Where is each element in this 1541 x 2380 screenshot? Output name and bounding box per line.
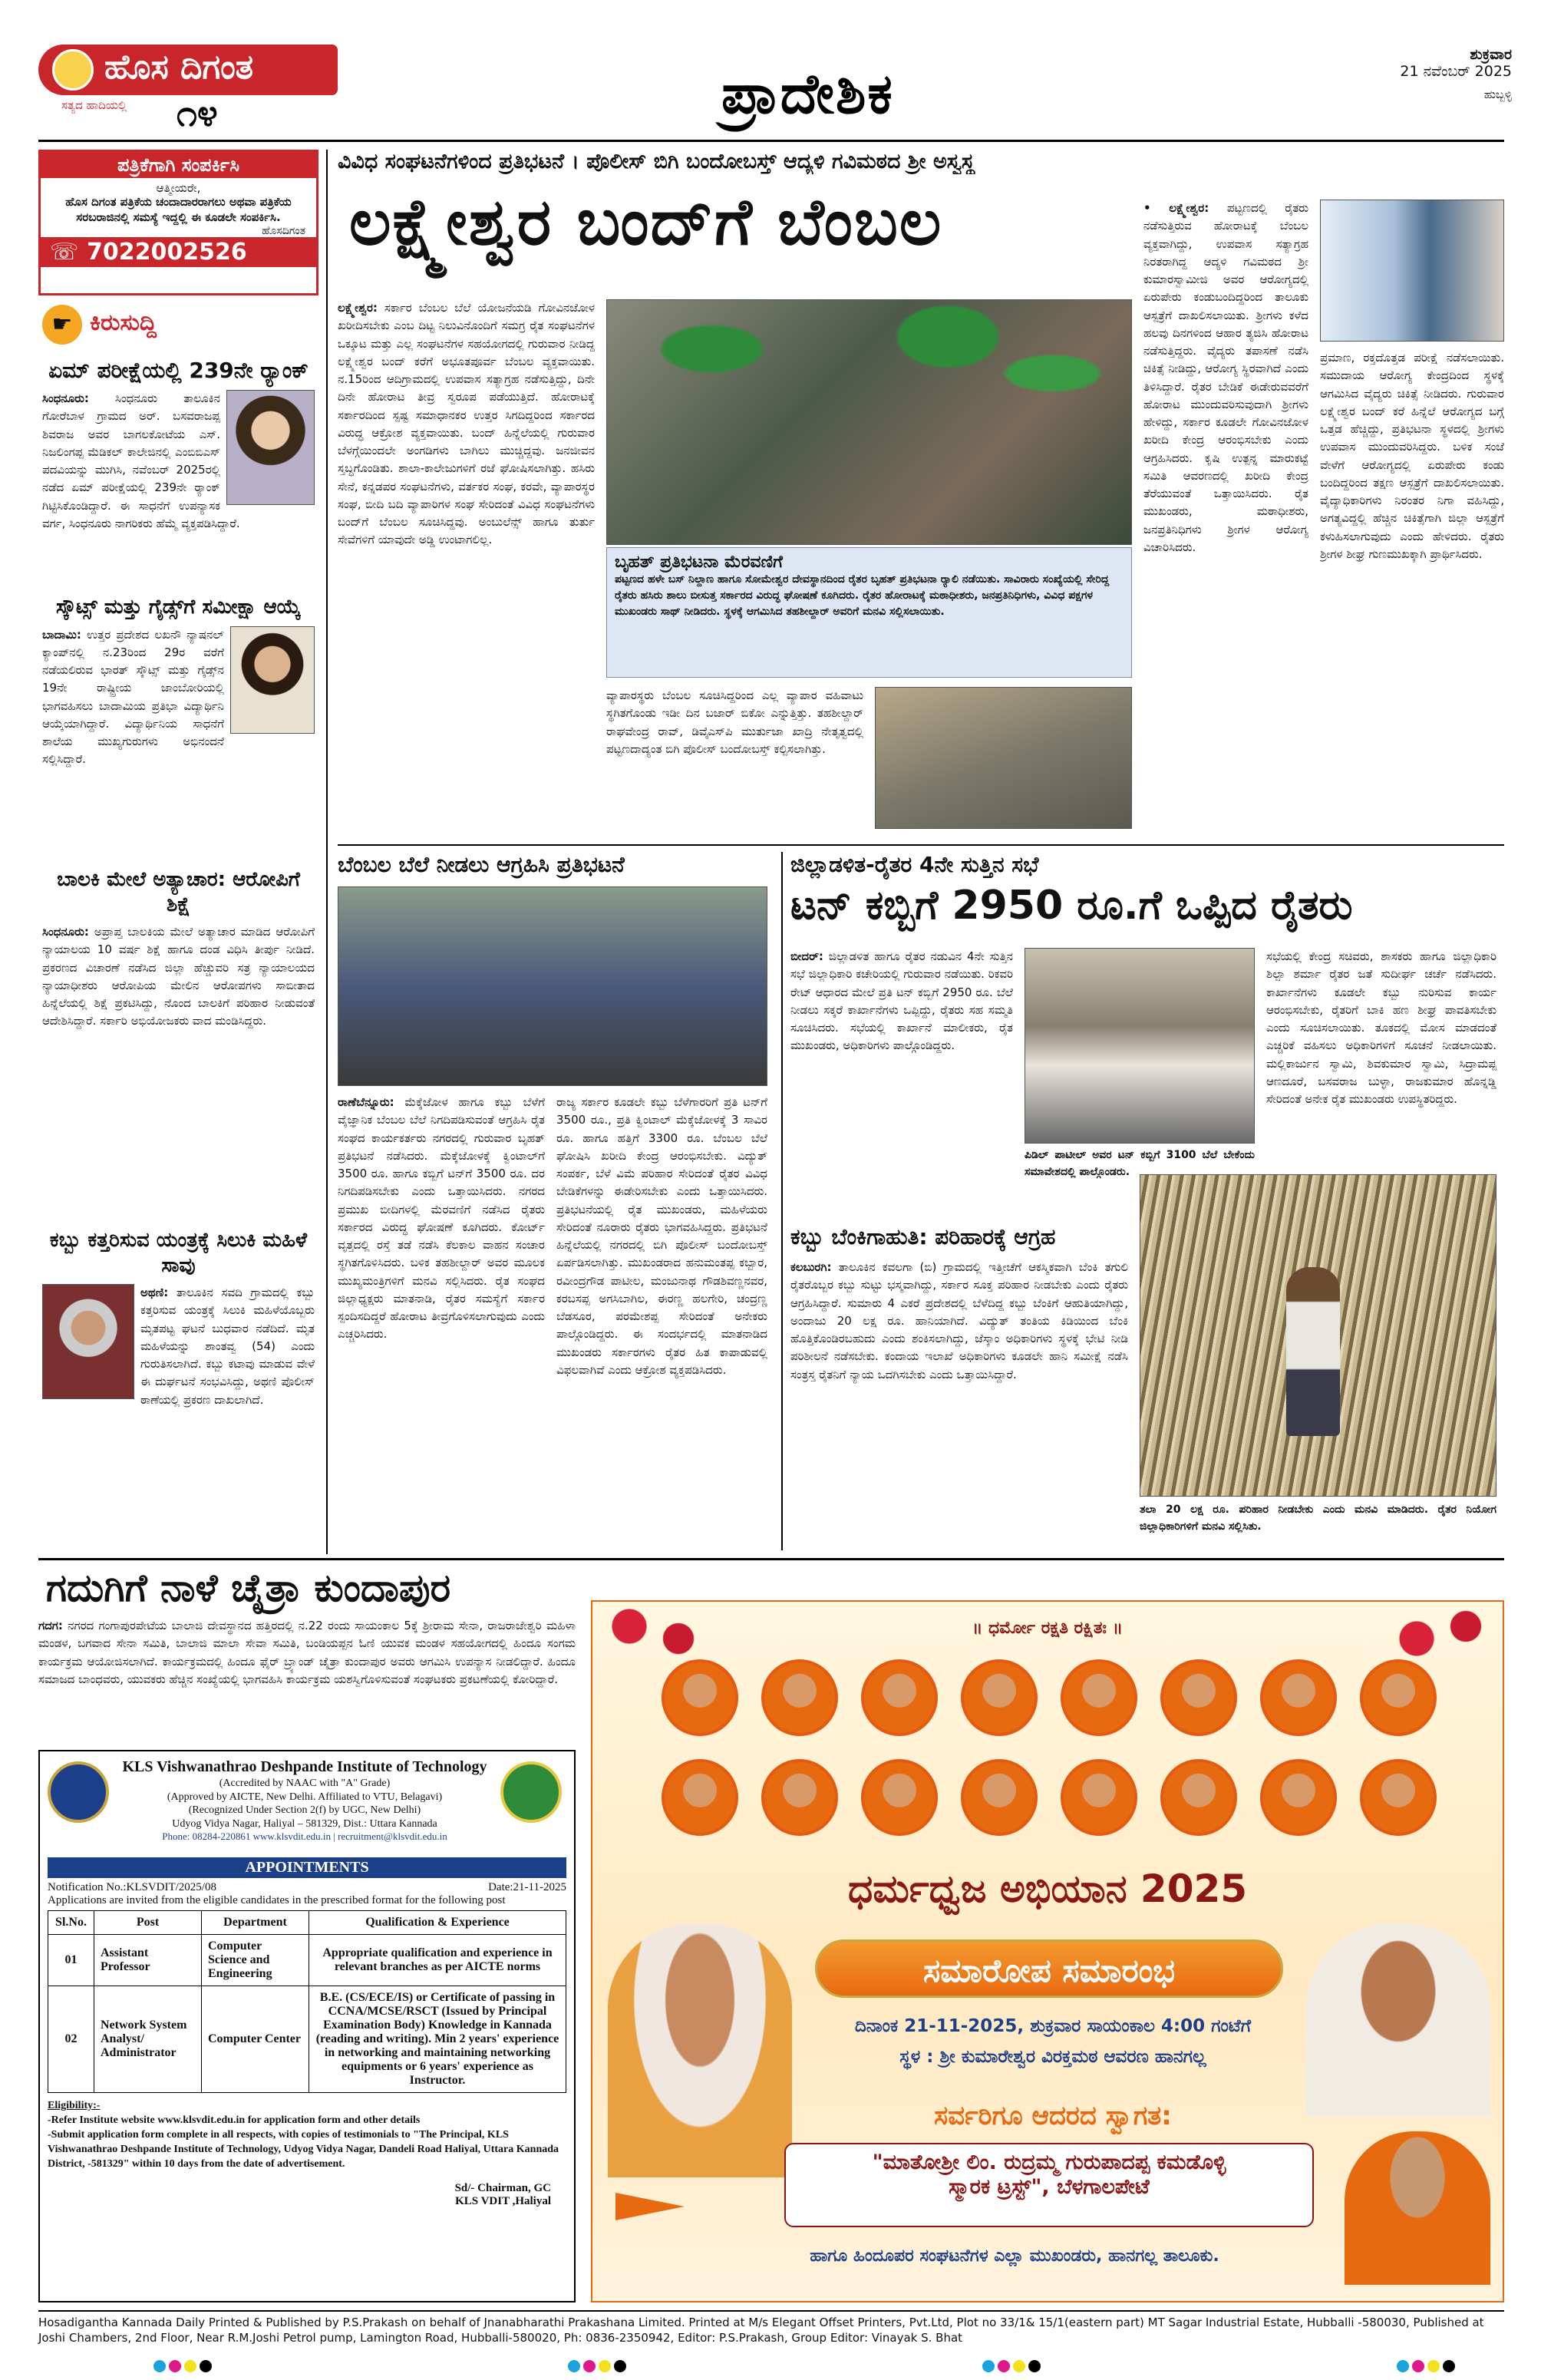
swamiji-portrait xyxy=(662,1759,738,1836)
kls-th-slno: Sl.No. xyxy=(48,1911,94,1935)
farmers-meeting-photo xyxy=(1025,948,1255,1144)
swamiji-portrait xyxy=(861,1659,938,1736)
photo-caption-box xyxy=(606,547,1132,678)
left-story-3 xyxy=(42,867,315,1031)
left-column-divider xyxy=(326,150,328,1554)
leader-portrait-left xyxy=(608,1924,792,2177)
ad-footer-line: ಹಾಗೂ ಹಿಂದೂಪರ ಸಂಘಟನೆಗಳ ಎಲ್ಲಾ ಮುಖಂಡರು, ಹಾನಗಲ್ಲ ತಾಲೂಕು. xyxy=(810,2246,1219,2266)
left-story-3-dateline: ಸಿಂಧನೂರು: xyxy=(42,925,89,939)
farmer-figure xyxy=(1286,1267,1340,1436)
kls-appointments-title: APPOINTMENTS xyxy=(48,1857,566,1878)
sugarcane-col2 xyxy=(1266,948,1496,1209)
kls-notification: Notification No.:KLSVDIT/2025/08 xyxy=(48,1881,216,1893)
lead-col3 xyxy=(1143,200,1308,829)
kls-intro: Applications are invited from the eligible candidates in the prescribed format for the following post xyxy=(48,1894,506,1906)
left-story-4-body xyxy=(42,1284,315,1409)
kls-table-header xyxy=(48,1911,566,1935)
swamiji-portrait xyxy=(1061,1659,1137,1736)
naac-logo-icon xyxy=(500,1761,562,1823)
ad-venue-line: ಸ್ಥಳ : ಶ್ರೀ ಕುಮಾರೇಶ್ವರ ವಿರಕ್ತಮಠ ಆವರಣ ಹಾನಗಲ್ಲ xyxy=(899,2047,1206,2067)
ad-welcome: ಸರ್ವರಿಗೂ ಆದರದ ಸ್ವಾಗತ: xyxy=(934,2101,1172,2131)
kls-cell: Computer Science and Engineering xyxy=(202,1935,309,1986)
lead-col3-text: ಪಟ್ಟಣದಲ್ಲಿ ರೈತರು ನಡೆಸುತ್ತಿರುವ ಹೋರಾಟಕ್ಕೆ ಬೆಂಬಲ ವ್ಯಕ್ತವಾಗಿದ್ದು, ಉಪವಾಸ ಸತ್ಯಾಗ್ರಹ ನಿರತರಾಗಿದ್ದ ಆದ್ಯಳಿ ಗವಿಮಠದ ಶ್ರೀ ಕುಮಾರಸ್ವಾಮೀಜಿ ಅವರ ಆರೋಗ್ಯದಲ್ಲಿ ಏರುಪೇರು ಕಂಡುಬಂದಿದ್ದರಿಂದ ತಾಲೂಕು ಆಸ್ಪತ್ರೆಗೆ ದಾಖಲಿಸಲಾಯಿತು. ಶ್ರೀಗಳು ಕಳೆದ ಹಲವು ದಿನಗಳಿಂದ ಆಹಾರ ತ್ಯಜಿಸಿ ಹೋರಾಟ ನಡೆಸುತ್ತಿದ್ದರು. ವೈದ್ಯರು ತಪಾಸಣೆ ನಡೆಸಿ ಚಿಕಿತ್ಸೆ ನೀಡಿದ್ದು, ಆರೋಗ್ಯ ಸ್ಥಿರವಾಗಿದೆ ಎಂದು ತಿಳಿಸಿದ್ದಾರೆ. ರೈತರ ಬೇಡಿಕೆ ಈಡೇರುವವರೆಗೆ ಹೋರಾಟ ಮುಂದುವರಿಸುವುದಾಗಿ ಶ್ರೀಗಳು ಹೇಳಿದ್ದು, ಸರ್ಕಾರ ಕೂಡಲೇ ಗೋವಿನಜೋಳ ಖರೀದಿ ಕೇಂದ್ರ ಆರಂಭಿಸಬೇಕು ಎಂದು ಆಗ್ರಹಿಸಿದರು. ಕೃಷಿ ಉತ್ಪನ್ನ ಮಾರುಕಟ್ಟೆ ಸಮಿತಿ ಆವರಣದಲ್ಲಿ ಖರೀದಿ ಕೇಂದ್ರ ತೆರೆಯುವಂತೆ ಒತ್ತಾಯಿಸಿದರು. ರೈತ ಮುಖಂಡರು, ಮಠಾಧೀಶರು, ಜನಪ್ರತಿನಿಧಿಗಳು ಶ್ರೀಗಳ ಆರೋಗ್ಯ ವಿಚಾರಿಸಿದರು. xyxy=(1143,201,1308,554)
kls-cell: B.E. (CS/ECE/IS) or Certificate of passing in CCNA/MCSE/RSCT (Issued by Principal Examination Body) Knowledge in Kannada (reading and writing). Min 2 years' experience in networking and maintaining networking equipments or 6 years' experience as Instructor. xyxy=(309,1986,566,2093)
kls-th-post: Post xyxy=(94,1911,202,1935)
kls-sign1: Sd/- Chairman, GC xyxy=(454,2182,551,2195)
msp-protest-photo xyxy=(338,886,767,1086)
kls-line4: Udyog Vidya Nagar, Haliyal – 581329, Dist.: Uttara Kannada xyxy=(172,1817,437,1830)
burnt-cane-photo xyxy=(1140,1174,1496,1497)
cmyk-swatch xyxy=(153,2360,215,2375)
crowd-flags-decoration xyxy=(607,300,1131,544)
lead-col2-text: ವ್ಯಾಪಾರಸ್ಥರು ಬೆಂಬಲ ಸೂಚಿಸಿದ್ದರಿಂದ ಎಲ್ಲ ವ್ಯಾಪಾರ ವಹಿವಾಟು ಸ್ಥಗಿತಗೊಂಡು ಇಡೀ ದಿನ ಬಜಾರ್ ಬಿಕೋ ಎನ್ನುತ್ತಿತ್ತು. ತಹಶೀಲ್ದಾರ್ ರಾಘವೇಂದ್ರ ರಾವ್, ಡಿವೈಎಸ್‌ಪಿ ಮುರ್ತುಜಾ ಖಾದ್ರಿ ನೇತೃತ್ವದಲ್ಲಿ ಪಟ್ಟಣದಾದ್ಯಂತ ಬಿಗಿ ಪೊಲೀಸ್ ಬಂದೋಬಸ್ತ್ ಕಲ್ಪಿಸಲಾಗಿತ್ತು. xyxy=(606,688,863,756)
kls-appointment-ad xyxy=(38,1750,576,2302)
ad-trust-box xyxy=(784,2143,1314,2227)
contact-title: ಪತ್ರಿಕೆಗಾಗಿ ಸಂಪರ್ಕಿಸಿ xyxy=(41,152,316,178)
gadag-dateline: ಗದಗ: xyxy=(38,1619,63,1632)
contact-sign: ಹೊಸದಿಗಂತ xyxy=(262,225,305,237)
swamiji-row-1 xyxy=(662,1659,1437,1736)
lead-col2 xyxy=(606,687,863,829)
left-story-3-text: ಅಪ್ರಾಪ್ತ ಬಾಲಕಿಯ ಮೇಲೆ ಅತ್ಯಾಚಾರ ಮಾಡಿದ ಆರೋಪಿಗೆ ನ್ಯಾಯಾಲಯ 10 ವರ್ಷ ಶಿಕ್ಷೆ ಹಾಗೂ ದಂಡ ವಿಧಿಸಿ ತೀರ್ಪು ನೀಡಿದೆ. ಪ್ರಕರಣದ ವಿಚಾರಣೆ ನಡೆಸಿದ ಜಿಲ್ಲಾ ಹೆಚ್ಚುವರಿ ಸತ್ರ ನ್ಯಾಯಾಲಯದ ನ್ಯಾಯಾಧೀಶರು ಆರೋಪಿಯ ಮೇಲಿನ ಆರೋಪಗಳು ಸಾಬೀತಾದ ಹಿನ್ನೆಲೆಯಲ್ಲಿ ಶಿಕ್ಷೆ ಪ್ರಕಟಿಸಿದ್ದು, ನೊಂದ ಬಾಲಕಿಗೆ ಪರಿಹಾರ ನೀಡುವಂತೆ ಆದೇಶಿಸಿದ್ದಾರೆ. ಸರ್ಕಾರಿ ಅಭಿಯೋಜಕರು ವಾದ ಮಂಡಿಸಿದ್ದರು. xyxy=(42,925,315,1028)
date-block xyxy=(1343,46,1512,101)
photo-caption-text: ಪಟ್ಟಣದ ಹಳೇ ಬಸ್ ನಿಲ್ದಾಣ ಹಾಗೂ ಸೋಮೇಶ್ವರ ದೇವಸ್ಥಾನದಿಂದ ರೈತರ ಬೃಹತ್ ಪ್ರತಿಭಟನಾ ರ‍್ಯಾಲಿ ನಡೆಯಿತು. ಸಾವಿರಾರು ಸಂಖ್ಯೆಯಲ್ಲಿ ಸೇರಿದ್ದ ರೈತರು ಹಸಿರು ಶಾಲು ಬೀಸುತ್ತ ಸರ್ಕಾರದ ವಿರುದ್ಧ ಘೋಷಣೆ ಕೂಗಿದರು. ರೈತರ ಹೋರಾಟಕ್ಕೆ ಮಠಾಧೀಶರು, ಜನಪ್ರತಿನಿಧಿಗಳು, ವಿವಿಧ ಪಕ್ಷಗಳ ಮುಖಂಡರು ಸಾಥ್ ನೀಡಿದರು. ಸ್ಥಳಕ್ಕೆ ಆಗಮಿಸಿದ ತಹಶೀಲ್ದಾರ್ ಅವರಿಗೆ ಮನವಿ ಸಲ್ಲಿಸಲಾಯಿತು. xyxy=(615,573,1110,618)
pointing-hand-icon: ☛ xyxy=(42,305,82,345)
left-story-1-headline: ಏಮ್ ಪರೀಕ್ಷೆಯಲ್ಲಿ 239ನೇ ರ‍್ಯಾಂಕ್ xyxy=(48,358,309,383)
lead-headline: ಲಕ್ಷ್ಮೇಶ್ವರ ಬಂದ್‌ಗೆ ಬೆಂಬಲ xyxy=(349,184,943,259)
cmyk-swatch xyxy=(568,2360,629,2375)
swamiji-portrait xyxy=(861,1759,938,1836)
left-story-4-headline: ಕಬ್ಬು ಕತ್ತರಿಸುವ ಯಂತ್ರಕ್ಕೆ ಸಿಲುಕಿ ಮಹಿಳೆ ಸಾವು xyxy=(49,1229,308,1277)
swamiji-portrait xyxy=(1260,1659,1337,1736)
hospital-photo xyxy=(1320,200,1504,342)
logo-block xyxy=(38,38,345,138)
logo-tagline: ಸತ್ಯದ ಹಾದಿಯಲ್ಲಿ xyxy=(61,98,127,112)
scout-photo xyxy=(230,626,315,734)
msp-col1-text: ಮೆಕ್ಕೆಜೋಳ ಹಾಗೂ ಕಬ್ಬು ಬೆಳೆಗೆ ವೈಜ್ಞಾನಿಕ ಬೆಂಬಲ ಬೆಲೆ ನಿಗದಿಪಡಿಸುವಂತೆ ಆಗ್ರಹಿಸಿ ರೈತ ಸಂಘದ ಕಾರ್ಯಕರ್ತರು ನಗರದಲ್ಲಿ ಗುರುವಾರ ಬೃಹತ್ ಪ್ರತಿಭಟನೆ ನಡೆಸಿದರು. ಮೆಕ್ಕೆಜೋಳಕ್ಕೆ ಕ್ವಿಂಟಾಲ್‌ಗೆ 3500 ರೂ. ಹಾಗೂ ಕಬ್ಬಿಗೆ ಟನ್‌ಗೆ 3500 ರೂ. ದರ ನಿಗದಿಪಡಿಸಬೇಕು ಎಂದು ಒತ್ತಾಯಿಸಿದರು. ನಗರದ ಪ್ರಮುಖ ಬೀದಿಗಳಲ್ಲಿ ಮೆರವಣಿಗೆ ನಡೆಸಿದ ರೈತರು ಸರ್ಕಾರದ ವಿರುದ್ಧ ಘೋಷಣೆ ಕೂಗಿದರು. ಕೋರ್ಟ್ ವೃತ್ತದಲ್ಲಿ ರಸ್ತೆ ತಡೆ ನಡೆಸಿ ಕೆಲಕಾಲ ವಾಹನ ಸಂಚಾರ ಸ್ಥಗಿತಗೊಳಿಸಿದರು. ಬಳಿಕ ತಹಶೀಲ್ದಾರ್ ಅವರ ಮೂಲಕ ಮುಖ್ಯಮಂತ್ರಿಗಳಿಗೆ ಮನವಿ ಸಲ್ಲಿಸಿದರು. ರೈತ ಸಂಘದ ಜಿಲ್ಲಾಧ್ಯಕ್ಷರು ಮಾತನಾಡಿ, ರೈತರ ಸಮಸ್ಯೆಗೆ ಸರ್ಕಾರ ಸ್ಪಂದಿಸದಿದ್ದರೆ ಹೋರಾಟ ತೀವ್ರಗೊಳಿಸಲಾಗುವುದು ಎಂದು ಎಚ್ಚರಿಸಿದರು. xyxy=(338,1095,545,1342)
ad-banner: ಸಮಾರೋಪ ಸಮಾರಂಭ xyxy=(815,1939,1283,1998)
lead-story xyxy=(338,150,1504,840)
cmyk-swatch xyxy=(1397,2360,1458,2375)
kls-cell: 02 xyxy=(48,1986,94,2093)
swamiji-portrait xyxy=(1160,1659,1237,1736)
left-story-2-headline: ಸ್ಕೌಟ್ಸ್ ಮತ್ತು ಗೈಡ್ಸ್‌ಗೆ ಸಮೀಕ್ಷಾ ಆಯ್ಕೆ xyxy=(55,596,301,619)
lead-col1-text: ಸರ್ಕಾರ ಬೆಂಬಲ ಬೆಲೆ ಯೋಜನೆಯಡಿ ಗೋವಿನಜೋಳ ಖರೀದಿಸಬೇಕು ಎಂಬ ದಿಟ್ಟ ನಿಲುವಿನೊಂದಿಗೆ ಸಮಗ್ರ ರೈತ ಸಂಘಟನೆಗಳ ಒಕ್ಕೂಟ ಮತ್ತು ಎಲ್ಲ ಸಂಘಟನೆಗಳ ಸಹಯೋಗದಲ್ಲಿ ಗುರುವಾರ ನೀಡಿದ್ದ ಲಕ್ಷ್ಮೇಶ್ವರ ಬಂದ್ ಕರೆಗೆ ಅಭೂತಪೂರ್ವ ಬೆಂಬಲ ವ್ಯಕ್ತವಾಯಿತು. ನ.15ರಿಂದ ಆದಿಗ್ರಾಮದಲ್ಲಿ ಉಪವಾಸ ಸತ್ಯಾಗ್ರಹ ನಡೆಸುತ್ತಿದ್ದು, ದಿನೇ ದಿನೇ ಹೋರಾಟ ತೀವ್ರ ಸ್ವರೂಪ ಪಡೆಯುತ್ತಿದೆ. ಹೋರಾಟಕ್ಕೆ ಸರ್ಕಾರದಿಂದ ಸ್ಪಷ್ಟ ಸಮಾಧಾನಕರ ಉತ್ತರ ಸಿಗದಿದ್ದರಿಂದ ಸರ್ಕಾರದ ವಿರುದ್ಧ ಆಕ್ರೋಶ ವ್ಯಕ್ತವಾಯಿತು. ಬಂದ್ ಹಿನ್ನೆಲೆಯಲ್ಲಿ ಗುರುವಾರ ಬೆಳಗ್ಗೆಯಿಂದಲೇ ಅಂಗಡಿಗಳು ಬಾಗಿಲು ಮುಚ್ಚಿದ್ದವು. ಜನಜೀವನ ಸ್ತಬ್ಧಗೊಂಡಿತು. ಶಾಲಾ-ಕಾಲೇಜುಗಳಿಗೆ ರಜೆ ಘೋಷಿಸಲಾಗಿತ್ತು. ಹಸಿರು ಸೇನೆ, ಕನ್ನಡಪರ ಸಂಘಟನೆಗಳು, ವರ್ತಕರ ಸಂಘ, ಕರವೇ, ವ್ಯಾಪಾರಸ್ಥರ ಸಂಘ, ಬೀದಿ ಬದಿ ವ್ಯಾಪಾರಿಗಳ ಸಂಘ ಸೇರಿದಂತೆ ವಿವಿಧ ಸಂಘಟನೆಗಳು ಬಂದ್‌ಗೆ ಬೆಂಬಲ ಸೂಚಿಸಿದ್ದವು. ಅಂಬುಲೆನ್ಸ್ ಹಾಗೂ ತುರ್ತು ಸೇವೆಗಳಿಗೆ ಯಾವುದೇ ಅಡ್ಡಿ ಉಂಟಾಗಲಿಲ್ಲ. xyxy=(338,301,595,547)
contact-phone: 7022002526 xyxy=(86,239,247,266)
kls-header-text xyxy=(117,1758,493,1843)
cane-fire-headline: ಕಬ್ಬು ಬೆಂಕಿಗಾಹುತಿ: ಪರಿಹಾರಕ್ಕೆ ಆಗ್ರಹ xyxy=(790,1224,1056,1249)
left-story-2-dateline: ಬಾದಾಮಿ: xyxy=(42,627,81,642)
left-story-4-text: ತಾಲೂಕಿನ ಸವದಿ ಗ್ರಾಮದಲ್ಲಿ ಕಬ್ಬು ಕತ್ತರಿಸುವ ಯಂತ್ರಕ್ಕೆ ಸಿಲುಕಿ ಮಹಿಳೆಯೊಬ್ಬರು ಮೃತಪಟ್ಟ ಘಟನೆ ಬುಧವಾರ ನಡೆದಿದೆ. ಮೃತ ಮಹಿಳೆಯನ್ನು ಶಾಂತವ್ವ (54) ಎಂದು ಗುರುತಿಸಲಾಗಿದೆ. ಕಬ್ಬು ಕಟಾವು ಮಾಡುವ ವೇಳೆ ಈ ದುರ್ಘಟನೆ ಸಂಭವಿಸಿದ್ದು, ಅಥಣಿ ಪೊಲೀಸ್ ಠಾಣೆಯಲ್ಲಿ ಪ್ರಕರಣ ದಾಖಲಾಗಿದೆ. xyxy=(140,1286,315,1407)
swamiji-portrait xyxy=(961,1759,1038,1836)
gadag-headline: ಗದುಗಿಗೆ ನಾಳೆ ಚೈತ್ರಾ ಕುಂದಾಪುರ xyxy=(46,1566,451,1610)
cane-fire-dateline: ಕಲಬುರಗಿ: xyxy=(790,1260,832,1274)
gadag-text: ನಗರದ ಗಂಗಾಪುರಪೇಟೆಯ ಬಾಲಾಜಿ ದೇವಸ್ಥಾನದ ಹತ್ತಿರದಲ್ಲಿ ನ.22 ರಂದು ಸಾಯಂಕಾಲ 5ಕ್ಕೆ ಶ್ರೀರಾಮ ಸೇನಾ, ರಾಜರಾಜೇಶ್ವರಿ ಮಹಿಳಾ ಮಂಡಳ, ಬಗವಾದ ಸೇನಾ ಸಮಿತಿ, ಬಾಲಾಜಿ ಮಾಲಾ ಸೇವಾ ಸಮಿತಿ, ಬಂಡಿಯಪ್ಪನ ಓಣಿ ಯುವಕ ಮಂಡಳ ಸಹಯೋಗದಲ್ಲಿ ಹಿಂದೂ ಸಂಗಮ ಕಾರ್ಯಕ್ರಮ ಆಯೋಜಿಸಲಾಗಿದೆ. ಕಾರ್ಯಕ್ರಮದಲ್ಲಿ ಹಿಂದೂ ಫೈರ್ ಬ್ರ್ಯಾಂಡ್ ಚೈತ್ರಾ ಕುಂದಾಪುರ ಅವರು ಆಗಮಿಸಿ ಉಪನ್ಯಾಸ ನೀಡಲಿದ್ದಾರೆ. ಹಿಂದೂ ಸಮಾಜದ ಬಾಂಧವರು, ಯುವಕರು ಹೆಚ್ಚಿನ ಸಂಖ್ಯೆಯಲ್ಲಿ ಭಾಗವಹಿಸಿ ಕಾರ್ಯಕ್ರಮ ಯಶಸ್ವಿಗೊಳಿಸುವಂತೆ ಸಂಘಟಕರು ಪ್ರಕಟಣೆಯಲ್ಲಿ ಕೋರಿದ್ದಾರೆ. xyxy=(38,1619,576,1686)
table-row xyxy=(48,1935,566,1986)
ad-title: ಧರ್ಮಧ್ವಜ ಅಭಿಯಾನ 2025 xyxy=(847,1867,1248,1911)
sugarcane-col2-text: ಸಭೆಯಲ್ಲಿ ಕೇಂದ್ರ ಸಚಿವರು, ಶಾಸಕರು ಹಾಗೂ ಜಿಲ್ಲಾಧಿಕಾರಿ ಶಿಲ್ಪಾ ಶರ್ಮಾ ರೈತರ ಜತೆ ಸುದೀರ್ಘ ಚರ್ಚೆ ನಡೆಸಿದರು. ಕಾರ್ಖಾನೆಗಳು ಕೂಡಲೇ ಕಬ್ಬು ನುರಿಸುವ ಕಾರ್ಯ ಆರಂಭಿಸಬೇಕು, ರೈತರಿಗೆ ಬಾಕಿ ಹಣ ಶೀಘ್ರ ಪಾವತಿಸಬೇಕು ಎಂದು ಸೂಚಿಸಲಾಯಿತು. ತೂಕದಲ್ಲಿ ಮೋಸ ಮಾಡದಂತೆ ಎಚ್ಚರಿಕೆ ವಹಿಸಲು ಅಧಿಕಾರಿಗಳಿಗೆ ಸೂಚನೆ ನೀಡಲಾಯಿತು. ಮಲ್ಲಿಕಾರ್ಜುನ ಸ್ವಾಮಿ, ಶಿವಕುಮಾರ ಸ್ವಾಮಿ, ಸಿದ್ರಾಮಪ್ಪ ಆಣದೂರೆ, ಬಸವರಾಜ ಬುಳ್ಳಾ, ರಾಜಕುಮಾರ ಹೊನ್ನಡ್ಡಿ ಸೇರಿದಂತೆ ಅನೇಕ ರೈತ ಮುಖಂಡರು ಉಪಸ್ಥಿತರಿದ್ದರು. xyxy=(1266,949,1496,1106)
leader-portrait-right xyxy=(1306,1924,1490,2116)
msp-col1 xyxy=(338,1094,545,1547)
kls-elig-title: Eligibility:- xyxy=(48,2100,101,2111)
contact-phone-row xyxy=(41,237,316,267)
kls-line5: Phone: 08284-220861 www.klsvdit.edu.in | recruitment@klsvdit.edu.in xyxy=(162,1830,447,1842)
cane-fire-story xyxy=(790,1224,1504,1550)
imprint-line: Hosadigantha Kannada Daily Printed & Published by P.S.Prakash on behalf of Jnanabharathi Prakashana Limited. Printed at M/s Elegant Offset Printers, Pvt.Ltd, Plot no 33/1& 15/1(eastern part) MT Sagar Industrial Estate, Hubballi -580030, Published at Joshi Chambers, 2nd Floor, Near R.M.Joshi Petrol pump, Lamington Road, Hubballi-580020, Ph: 0836-2350942, Editor: P.S.Prakash, Group Editor: Vinayak S. Bhat xyxy=(38,2316,1484,2345)
footer-rule xyxy=(38,2310,1504,2312)
kls-line2: (Approved by AICTE, New Delhi. Affiliated to VTU, Belagavi) xyxy=(167,1791,443,1803)
logo-banner xyxy=(38,45,338,95)
kls-th-qual: Qualification & Experience xyxy=(309,1911,566,1935)
cane-fire-col xyxy=(790,1259,1128,1547)
left-story-1-body xyxy=(42,390,315,533)
kls-logo-icon xyxy=(48,1761,109,1823)
kls-cell: Computer Center xyxy=(202,1986,309,2093)
swamiji-portrait xyxy=(1160,1759,1237,1836)
page-number: ೧೪ xyxy=(177,92,218,135)
kls-cell: 01 xyxy=(48,1935,94,1986)
kiru-suddi-label xyxy=(42,303,257,346)
logo-emblem-icon xyxy=(52,49,94,91)
color-registration-marks xyxy=(153,2360,1458,2375)
masthead-rule xyxy=(38,140,1504,142)
kls-cell: Assistant Professor xyxy=(94,1935,202,1986)
left-story-4-dateline: ಅಥಣಿ: xyxy=(140,1286,169,1299)
left-story-2 xyxy=(42,595,315,769)
cmyk-swatch xyxy=(982,2360,1044,2375)
lead-col3-dateline: • ಲಕ್ಷ್ಮೇಶ್ವರ: xyxy=(1143,201,1227,215)
leader-portrait-bottom-right xyxy=(1345,2131,1490,2285)
photo-caption-title: ಬೃಹತ್ ಪ್ರತಿಭಟನಾ ಮೆರವಣಿಗೆ xyxy=(615,553,783,572)
contact-box xyxy=(38,150,318,295)
ad-trust-line2: ಸ್ಮಾರಕ ಟ್ರಸ್ಟ್", ಬೆಳಗಾಲಪೇಟೆ xyxy=(949,2175,1150,2199)
kls-th-dept: Department xyxy=(202,1911,309,1935)
sugarcane-kicker: ಜಿಲ್ಲಾಡಳಿತ-ರೈತರ 4ನೇ ಸುತ್ತಿನ ಸಭೆ xyxy=(790,852,1039,877)
left-story-1-text: ಸಿಂಧನೂರು ತಾಲೂಕಿನ ಗೋರೆಬಾಳ ಗ್ರಾಮದ ಅರ್. ಬಸವರಾಜಪ್ಪ ಶಿವರಾಜ ಅವರ ಬಾಗಲಕೋಟೆಯ ಎಸ್. ನಿಜಲಿಂಗಪ್ಪ ಮೆಡಿಕಲ್ ಕಾಲೇಜಿನಲ್ಲಿ ಎಂಬಿಬಿಎಸ್ ಪದವಿಯನ್ನು ಮುಗಿಸಿ, ನವೆಂಬರ್ 2025ರಲ್ಲಿ ನಡೆದ ಏಮ್ ಪರೀಕ್ಷೆಯಲ್ಲಿ 239ನೇ ರ‍್ಯಾಂಕ್ ಗಿಟ್ಟಿಸಿಕೊಂಡಿದ್ದಾರೆ. ಈ ಸಾಧನೆಗೆ ಉಪನ್ಯಾಸಕ ವರ್ಗ, ಸಿಂಧನೂರು ನಾಗರಿಕರು ಹೆಮ್ಮೆ ವ್ಯಕ್ತಪಡಿಸಿದ್ದಾರೆ. xyxy=(42,391,240,530)
lead-col4 xyxy=(1320,349,1504,829)
sugarcane-col1-text: ಜಿಲ್ಲಾಡಳಿತ ಹಾಗೂ ರೈತರ ನಡುವಿನ 4ನೇ ಸುತ್ತಿನ ಸಭೆ ಜಿಲ್ಲಾಧಿಕಾರಿ ಕಚೇರಿಯಲ್ಲಿ ಗುರುವಾರ ನಡೆಯಿತು. ರಿಕವರಿ ರೇಟ್ ಆಧಾರದ ಮೇಲೆ ಪ್ರತಿ ಟನ್ ಕಬ್ಬಿಗೆ 2950 ರೂ. ಬೆಲೆ ನೀಡಲು ಸಕ್ಕರೆ ಕಾರ್ಖಾನೆಗಳು ಒಪ್ಪಿದ್ದು, ರೈತರು ಸಹ ಸಮ್ಮತಿ ಸೂಚಿಸಿದರು. ಸಭೆಯಲ್ಲಿ ಕಾರ್ಖಾನೆ ಮಾಲೀಕರು, ರೈತ ಮುಖಂಡರು, ಅಧಿಕಾರಿಗಳು ಪಾಲ್ಗೊಂಡಿದ್ದರು. xyxy=(790,949,1013,1053)
swamiji-row-2 xyxy=(662,1759,1437,1836)
contact-line1: ಆತ್ಮೀಯರೇ, xyxy=(156,181,201,195)
lead-dateline: ಲಕ್ಷ್ಮೇಶ್ವರ: xyxy=(338,301,378,315)
msp-headline: ಬೆಂಬಲ ಬೆಲೆ ನೀಡಲು ಆಗ್ರಹಿಸಿ ಪ್ರತಿಭಟನೆ xyxy=(338,852,625,877)
kiru-suddi-text: ಕಿರುಸುದ್ದಿ xyxy=(90,309,157,336)
table-row xyxy=(48,1986,566,2093)
kls-line1: (Accredited by NAAC with "A" Grade) xyxy=(219,1778,391,1789)
kls-elig2: -Submit application form complete in all respects, with copies of testimonials to "The Principal, KLS Vishwanathrao Deshpande Institute of Technology, Udyog Vidya Nagar, Dandeli Road Haliyal, Uttara Kannada District, -581329" within 10 days from the date of advertisement. xyxy=(48,2128,559,2170)
closed-market-photo xyxy=(875,687,1132,829)
phone-icon: ☏ xyxy=(50,239,87,266)
kls-elig1: -Refer Institute website www.klsvdit.edu.in for application form and other details xyxy=(48,2114,421,2126)
student-photo xyxy=(226,390,315,505)
lead-col4-text: ಪ್ರಮಾಣ, ರಕ್ತದೊತ್ತಡ ಪರೀಕ್ಷೆ ನಡೆಸಲಾಯಿತು. ಸಮುದಾಯ ಆರೋಗ್ಯ ಕೇಂದ್ರದಿಂದ ಸ್ಥಳಕ್ಕೆ ಆಗಮಿಸಿದ ವೈದ್ಯರು ಚಿಕಿತ್ಸೆ ನೀಡಿದರು. ಗುರುವಾರ ಲಕ್ಷ್ಮೇಶ್ವರ ಬಂದ್ ಕರೆ ಹಿನ್ನೆಲೆ ಆರೋಗ್ಯದ ಬಗ್ಗೆ ಒತ್ತಡ ಹೆಚ್ಚಿದ್ದು, ಪ್ರತಿಭಟನಾ ಸ್ಥಳದಲ್ಲಿ ಶ್ರೀಗಳು ಉಪವಾಸ ಮುಂದುವರಿಸಿದ್ದರು. ಬಳಿಕ ಸಂಜೆ ವೇಳೆಗೆ ಆರೋಗ್ಯದಲ್ಲಿ ಏರುಪೇರು ಕಂಡು ಬಂದಿದ್ದರಿಂದ ತಕ್ಷಣ ಆಸ್ಪತ್ರೆಗೆ ದಾಖಲಿಸಲಾಯಿತು. ವೈದ್ಯಾಧಿಕಾರಿಗಳು ನಿರಂತರ ನಿಗಾ ವಹಿಸಿದ್ದು, ಅಗತ್ಯವಿದ್ದಲ್ಲಿ ಹೆಚ್ಚಿನ ಚಿಕಿತ್ಸೆಗಾಗಿ ಜಿಲ್ಲಾ ಆಸ್ಪತ್ರೆಗೆ ಕಳುಹಿಸಲಾಗುವುದು ಎಂದು ಹೇಳಿದರು. ರೈತರು ಶ್ರೀಗಳ ಶೀಘ್ರ ಗುಣಮುಖಕ್ಕಾಗಿ ಪ್ರಾರ್ಥಿಸಿದರು. xyxy=(1320,351,1504,561)
swamiji-portrait xyxy=(761,1759,838,1836)
msp-protest-story xyxy=(338,852,775,1550)
logo-text: ಹೊಸ ದಿಗಂತ xyxy=(104,48,254,87)
kls-cell: Appropriate qualification and experience in relevant branches as per AICTE norms xyxy=(309,1935,566,1986)
cane-fire-photo-caption: ತಲಾ 20 ಲಕ್ಷ ರೂ. ಪರಿಹಾರ ನೀಡಬೇಕು ಎಂದು ಮನವಿ ಮಾಡಿದರು. ರೈತರ ನಿಯೋಗ ಜಿಲ್ಲಾಧಿಕಾರಿಗಳಿಗೆ ಮನವಿ ಸಲ್ಲಿಸಿತು. xyxy=(1140,1504,1496,1533)
kls-cell: Network System Analyst/ Administrator xyxy=(94,1986,202,2093)
swamiji-portrait xyxy=(961,1659,1038,1736)
kls-line3: (Recognized Under Section 2(f) by UGC, New Delhi) xyxy=(188,1804,421,1816)
lead-col1 xyxy=(338,299,595,829)
kls-sign2: KLS VDIT ,Haliyal xyxy=(455,2195,551,2208)
mid-divider xyxy=(781,852,783,1550)
victim-photo xyxy=(42,1284,134,1399)
left-story-3-body xyxy=(42,923,315,1031)
section-title: ಪ್ರಾದೇಶಿಕ xyxy=(721,61,894,126)
weekday: ಶುಕ್ರವಾರ xyxy=(1470,46,1512,63)
kls-institute: KLS Vishwanathrao Deshpande Institute of Technology xyxy=(122,1758,487,1775)
left-story-1-dateline: ಸಿಂಧನೂರು: xyxy=(42,391,89,405)
om-flag-icon xyxy=(615,2193,685,2239)
kls-posts-table xyxy=(48,1910,566,2093)
dharma-dhwaja-ad xyxy=(591,1600,1504,2302)
sugarcane-dateline: ಬೀದರ್: xyxy=(790,949,823,963)
masthead xyxy=(38,38,1512,142)
msp-col2-text: ರಾಜ್ಯ ಸರ್ಕಾರ ಕೂಡಲೇ ಕಬ್ಬು ಬೆಳೆಗಾರರಿಗೆ ಪ್ರತಿ ಟನ್‌ಗೆ 3500 ರೂ., ಪ್ರತಿ ಕ್ವಿಂಟಾಲ್ ಮೆಕ್ಕೆಜೋಳಕ್ಕೆ 3 ಸಾವಿರ ರೂ. ಹಾಗೂ ಹತ್ತಿಗೆ 3300 ರೂ. ಬೆಂಬಲ ಬೆಲೆ ಘೋಷಿಸಿ ಖರೀದಿ ಕೇಂದ್ರ ಆರಂಭಿಸಬೇಕು. ವಿದ್ಯುತ್ ಸಂಪರ್ಕ, ಬೆಳೆ ವಿಮೆ ಪರಿಹಾರ ಸೇರಿದಂತೆ ರೈತರ ವಿವಿಧ ಬೇಡಿಕೆಗಳನ್ನು ಈಡೇರಿಸಬೇಕು ಎಂದು ಒತ್ತಾಯಿಸಿದರು. ಪ್ರತಿಭಟನೆಯಲ್ಲಿ ರೈತ ಮುಖಂಡರು, ಮಹಿಳೆಯರು ಸೇರಿದಂತೆ ನೂರಾರು ರೈತರು ಭಾಗವಹಿಸಿದ್ದರು. ಪ್ರತಿಭಟನೆ ಹಿನ್ನೆಲೆಯಲ್ಲಿ ನಗರದಲ್ಲಿ ಬಿಗಿ ಪೊಲೀಸ್ ಬಂದೋಬಸ್ತ್ ಏರ್ಪಡಿಸಲಾಗಿತ್ತು. ಮುಖಂಡರಾದ ಹನುಮಂತಪ್ಪ ಕಬ್ಬಾರ, ರವೀಂದ್ರಗೌಡ ಪಾಟೀಲ, ಮಂಜುನಾಥ ಗೌಡಶಿವಣ್ಣನವರ, ಕರಬಸಪ್ಪ ಅಗಸಿಬಾಗಿಲ, ಈರಣ್ಣ ಹಲಗೇರಿ, ಚಂದ್ರಣ್ಣ ಬೆಡಸೂರ, ಪರಮೇಶಪ್ಪ ಸೇರಿದಂತೆ ಅನೇಕರು ಪಾಲ್ಗೊಂಡಿದ್ದರು. ಈ ಸಂದರ್ಭದಲ್ಲಿ ಮಾತನಾಡಿದ ಮುಖಂಡರು ಸರ್ಕಾರಗಳು ರೈತರ ಹಿತ ಕಾಪಾಡುವಲ್ಲಿ ವಿಫಲವಾಗಿವೆ ಎಂದು ಆಕ್ರೋಶ ವ್ಯಕ್ತಪಡಿಸಿದರು. xyxy=(556,1095,767,1377)
contact-line2: ಹೊಸ ದಿಗಂತ ಪತ್ರಿಕೆಯ ಚಂದಾದಾರರಾಗಲು ಅಥವಾ ಪತ್ರಿಕೆಯ ಸರಬರಾಜಿನಲ್ಲಿ ಸಮಸ್ಯೆ ಇದ್ದಲ್ಲಿ ಈ ಕೂಡಲೇ ಸಂಪರ್ಕಿಸಿ. xyxy=(65,195,292,224)
protest-rally-photo xyxy=(606,299,1132,545)
swamiji-portrait xyxy=(662,1659,738,1736)
msp-col2 xyxy=(556,1094,767,1547)
left-story-4 xyxy=(42,1228,315,1409)
lead-bottom-rule xyxy=(338,844,1504,846)
sugarcane-photo-caption: ಪಿಡಿಲ್ ಪಾಟೀಲ್ ಅವರ ಟನ್ ಕಬ್ಬಿಗೆ 3100 ಬೆಲೆ ಬೇಕೆಂದು ಸಮಾವೇಶದಲ್ಲಿ ಪಾಲ್ಗೊಂಡರು. xyxy=(1025,1149,1255,1178)
ad-top-line: ॥ ಧರ್ಮೋ ರಕ್ಷತಿ ರಕ್ಷಿತಃ ॥ xyxy=(972,1619,1124,1638)
ad-date-line: ದಿನಾಂಕ 21-11-2025, ಶುಕ್ರವಾರ ಸಾಯಂಕಾಲ 4:00 ಗಂಟೆಗೆ xyxy=(854,2016,1252,2036)
left-story-1 xyxy=(42,357,315,533)
date-text: 21 ನವೆಂಬರ್ 2025 xyxy=(1400,63,1512,80)
swamiji-portrait xyxy=(1260,1759,1337,1836)
cane-fire-text: ತಾಲೂಕಿನ ಕವಲಗಾ (ಬಿ) ಗ್ರಾಮದಲ್ಲಿ ಇತ್ತೀಚೆಗೆ ಆಕಸ್ಮಿಕವಾಗಿ ಬೆಂಕಿ ತಗುಲಿ ರೈತರೊಬ್ಬರ ಕಬ್ಬು ಸುಟ್ಟು ಭಸ್ಮವಾಗಿದ್ದು, ಸರ್ಕಾರ ಸೂಕ್ತ ಪರಿಹಾರ ನೀಡಬೇಕು ಎಂದು ರೈತರು ಆಗ್ರಹಿಸಿದ್ದಾರೆ. ಸುಮಾರು 4 ಎಕರೆ ಪ್ರದೇಶದಲ್ಲಿ ಬೆಳೆದಿದ್ದ ಕಬ್ಬು ಬೆಂಕಿಗೆ ಆಹುತಿಯಾಗಿದ್ದು, ಅಂದಾಜು 20 ಲಕ್ಷ ರೂ. ಹಾನಿಯಾಗಿದೆ. ವಿದ್ಯುತ್ ತಂತಿಯ ಕಿಡಿಯಿಂದ ಬೆಂಕಿ ಹೊತ್ತಿಕೊಂಡಿರಬಹುದು ಎಂದು ಶಂಕಿಸಲಾಗಿದ್ದು, ಜೆಸ್ಕಾಂ ಅಧಿಕಾರಿಗಳು ಸ್ಥಳಕ್ಕೆ ಭೇಟಿ ನೀಡಿ ಪರಿಶೀಲನೆ ನಡೆಸಬೇಕು. ಕಂದಾಯ ಇಲಾಖೆ ಅಧಿಕಾರಿಗಳು ಕೂಡಲೇ ಹಾನಿ ಸಮೀಕ್ಷೆ ನಡೆಸಿ ಸಂತ್ರಸ್ತ ರೈತನಿಗೆ ನ್ಯಾಯ ಒದಗಿಸಬೇಕು ಎಂದು ಒತ್ತಾಯಿಸಿದ್ದಾರೆ. xyxy=(790,1260,1128,1381)
swamiji-portrait xyxy=(1360,1659,1437,1736)
kls-date: Date:21-11-2025 xyxy=(488,1881,566,1893)
gadag-story xyxy=(38,1566,576,1742)
lead-kicker: ವಿವಿಧ ಸಂಘಟನೆಗಳಿಂದ ಪ್ರತಿಭಟನೆ । ಪೊಲೀಸ್ ಬಿಗಿ ಬಂದೋಬಸ್ತ್ ಆದ್ಯಳಿ ಗವಿಮಠದ ಶ್ರೀ ಅಸ್ವಸ್ಥ xyxy=(338,150,975,173)
msp-dateline: ರಾಣೆಬೆನ್ನೂರು: xyxy=(338,1095,394,1109)
sugarcane-headline: ಟನ್ ಕಬ್ಬಿಗೆ 2950 ರೂ.ಗೆ ಒಪ್ಪಿದ ರೈತರು xyxy=(790,883,1353,929)
left-story-2-text: ಉತ್ತರ ಪ್ರದೇಶದ ಲಖನೌ ನ್ಯಾಷನಲ್ ಕ್ಯಾಂಪ್‌ನಲ್ಲಿ ನ.23ರಿಂದ 29ರ ವರೆಗೆ ನಡೆಯಲಿರುವ ಭಾರತ್ ಸ್ಕೌಟ್ಸ್ ಮತ್ತು ಗೈಡ್ಸ್‌ನ 19ನೇ ರಾಷ್ಟ್ರೀಯ ಜಾಂಬೋರಿಯಲ್ಲಿ ಭಾಗವಹಿಸಲು ಬಾದಾಮಿಯ ಪ್ರತಿಭಾ ವಿದ್ಯಾರ್ಥಿನಿ ಆಯ್ಕೆಯಾಗಿದ್ದಾರೆ. ವಿದ್ಯಾರ್ಥಿನಿಯ ಸಾಧನೆಗೆ ಶಾಲೆಯ ಮುಖ್ಯಗುರುಗಳು ಅಭಿನಂದನೆ ಸಲ್ಲಿಸಿದ್ದಾರೆ. xyxy=(42,627,224,767)
swamiji-portrait xyxy=(761,1659,838,1736)
mid-bottom-rule xyxy=(38,1558,1504,1560)
ad-trust-line1: "ಮಾತೋಶ್ರೀ ಲಿಂ. ರುದ್ರಮ್ಮ ಗುರುಪಾದಪ್ಪ ಕಮಡೊಳ್ಳಿ xyxy=(872,2151,1226,2174)
left-story-3-headline: ಬಾಲಕಿ ಮೇಲೆ ಅತ್ಯಾಚಾರ: ಆರೋಪಿಗೆ ಶಿಕ್ಷೆ xyxy=(57,868,300,916)
sugarcane-price-story xyxy=(790,852,1504,1213)
swamiji-portrait xyxy=(1360,1759,1437,1836)
sugarcane-col1 xyxy=(790,948,1013,1209)
swamiji-portrait xyxy=(1061,1759,1137,1836)
gadag-body xyxy=(38,1617,576,1688)
city-text: ಹುಬ್ಬಳ್ಳಿ xyxy=(1483,87,1512,101)
left-story-2-body xyxy=(42,626,315,769)
